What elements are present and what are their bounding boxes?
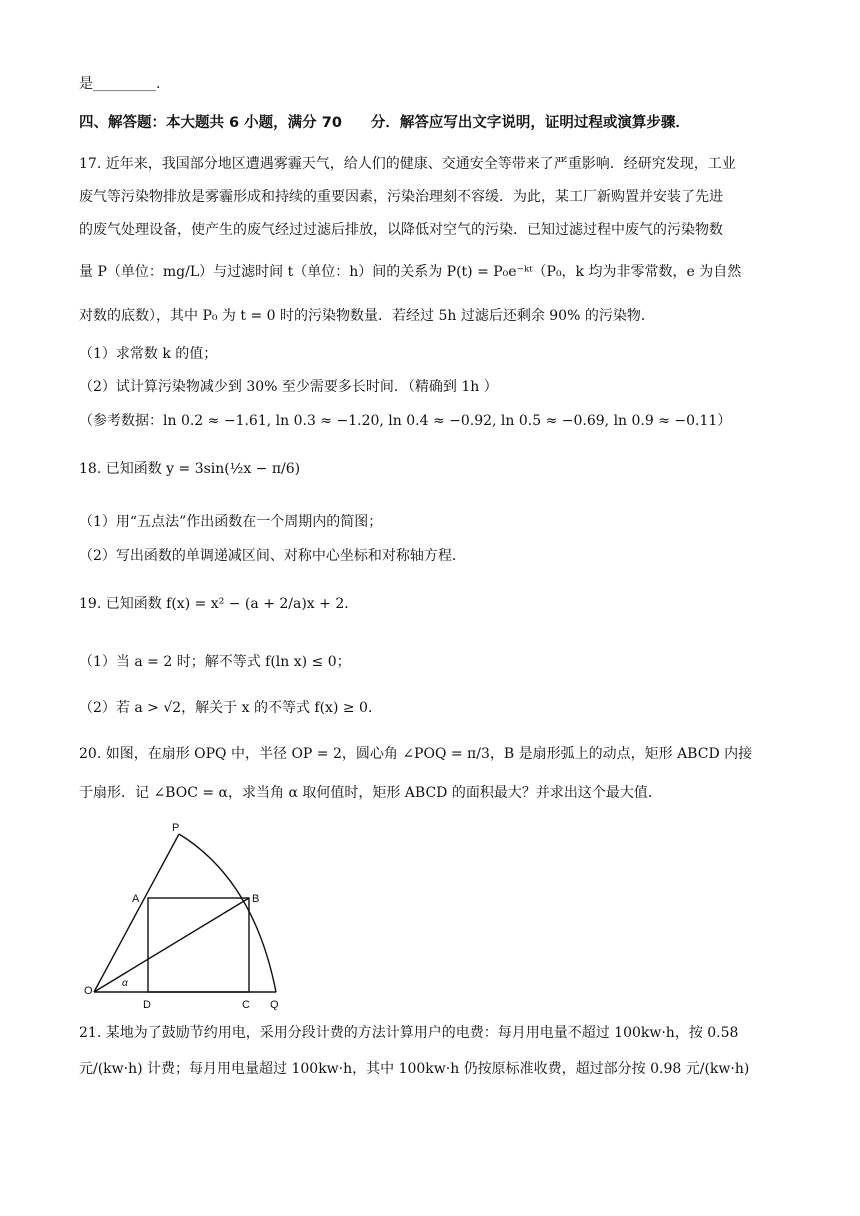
q17-reference-data: （参考数据：ln 0.2 ≈ −1.61, ln 0.3 ≈ −1.20, ln 0.4 ≈ −0.92, ln 0.5 ≈ −0.69, ln 0.9 ≈ −0.11） [79,413,732,429]
q17-line-5: 对数的底数），其中 P₀ 为 t = 0 时的污染物数量．若经过 5h 过滤后还剩余 90% 的污染物． [79,308,655,324]
q19-part-1: （1）当 a = 2 时；解不等式 f(ln x) ≤ 0； [79,654,351,670]
q19-part-2: （2）若 a > √2，解关于 x 的不等式 f(x) ≥ 0． [79,700,382,716]
q20-line-2: 于扇形．记 ∠BOC = α，求当角 α 取何值时，矩形 ABCD 的面积最大？并求出这个最大值． [79,785,662,801]
q18-part-1: （1）用“五点法”作出函数在一个周期内的简图； [79,514,383,530]
section-heading: 四、解答题：本大题共 6 小题，满分 70 分．解答应写出文字说明，证明过程或演算步骤． [79,115,690,131]
label-q: Q [270,999,279,1010]
label-a: A [132,893,140,905]
q17-line-1: 17. 近年来，我国部分地区遭遇雾霾天气，给人们的健康、交通安全等带来了严重影响．经研究发现，工业 [79,156,736,172]
q17-line-3: 的废气处理设备，使产生的废气经过过滤后排放，以降低对空气的污染．已知过滤过程中废气的污染物数 [79,222,723,238]
top-fragment: 是_________. [79,76,161,92]
q18-part-2: （2）写出函数的单调递减区间、对称中心坐标和对称轴方程． [79,548,466,564]
arc-pq [179,834,276,992]
label-alpha: α [122,978,128,989]
label-p: P [172,822,180,834]
sector-figure [84,820,304,1010]
q17-part-1: （1）求常数 k 的值； [79,346,218,362]
q17-line-4: 量 P（单位：mg/L）与过滤时间 t（单位：h）间的关系为 P(t) = P₀e⁻ᵏᵗ（P₀，k 均为非零常数，e 为自然 [79,264,742,280]
q21-line-2: 元/(kw·h) 计费；每月用电量超过 100kw·h，其中 100kw·h 仍按原标准收费，超过部分按 0.98 元/(kw·h) [79,1061,750,1077]
q20-line-1: 20. 如图，在扇形 OPQ 中，半径 OP = 2，圆心角 ∠POQ = π/3，B 是扇形弧上的动点，矩形 ABCD 内接 [79,746,753,762]
q18-line-1: 18. 已知函数 y = 3sin(½x − π/6) [79,461,301,477]
q19-line-1: 19. 已知函数 f(x) = x² − (a + 2/a)x + 2． [79,596,359,612]
segment-ob [94,898,249,992]
q17-line-2: 废气等污染物排放是雾霾形成和持续的重要因素，污染治理刻不容缓．为此，某工厂新购置并安装了先进 [79,189,723,205]
radius-op [94,834,179,992]
q17-part-2: （2）试计算污染物减少到 30% 至少需要多长时间．（精确到 1h ） [79,379,498,395]
rectangle-abcd [148,898,249,992]
q21-line-1: 21. 某地为了鼓励节约用电，采用分段计费的方法计算用户的电费：每月用电量不超过 100kw·h，按 0.58 [79,1025,739,1041]
label-o: O [84,985,93,997]
label-c: C [242,999,250,1010]
label-d: D [143,999,151,1010]
label-b: B [252,893,260,905]
